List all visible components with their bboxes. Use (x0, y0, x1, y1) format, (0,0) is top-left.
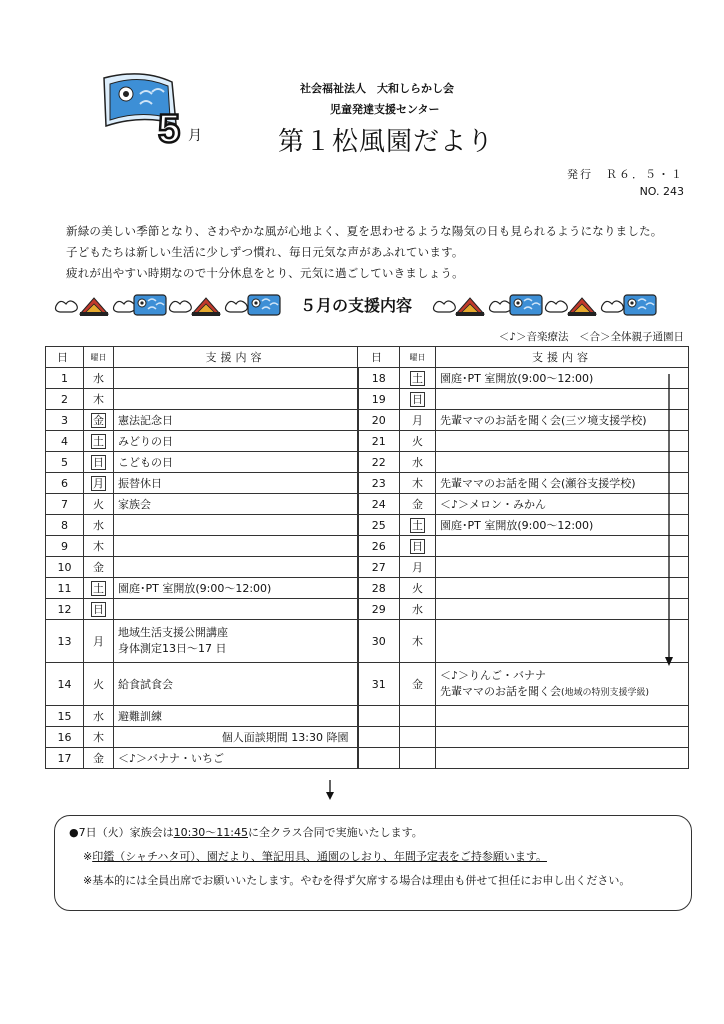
content-cell: ＜♪＞りんご・バナナ 先輩ママのお話を聞く会(地域の特別支援学級) (436, 663, 689, 706)
content-cell: 先輩ママのお話を聞く会(三ツ境支援学校) (436, 410, 689, 431)
weekday-cell: 火 (400, 578, 436, 599)
content-cell: 園庭･PT 室開放(9:00～12:00) (114, 578, 358, 599)
schedule-table (45, 346, 689, 769)
day-cell: 1 (46, 368, 84, 389)
weekday-cell: 水 (84, 368, 114, 389)
content-cell: 園庭･PT 室開放(9:00～12:00) (436, 515, 689, 536)
weekday-cell: 水 (84, 706, 114, 727)
table-row (46, 431, 689, 452)
weekday-cell: 火 (84, 494, 114, 515)
month-number: 5 (158, 107, 181, 148)
table-row (46, 727, 689, 748)
koinobori-icon (624, 295, 656, 315)
weekday-cell: 火 (84, 663, 114, 706)
day-cell: 4 (46, 431, 84, 452)
content-cell (114, 557, 358, 578)
intro-line: 子どもたちは新しい生活に少しずつ慣れ、毎日元気な声があふれています。 (66, 245, 464, 259)
day-cell: 12 (46, 599, 84, 620)
weekday-cell: 金 (84, 410, 114, 431)
day-cell: 10 (46, 557, 84, 578)
content-cell (114, 536, 358, 557)
day-cell: 22 (358, 452, 400, 473)
kabuto-icon (568, 298, 596, 316)
weekday-cell: 日 (84, 599, 114, 620)
table-row (46, 599, 689, 620)
weekday-cell: 火 (400, 431, 436, 452)
day-cell: 18 (358, 368, 400, 389)
weekday-cell: 木 (400, 473, 436, 494)
day-cell: 19 (358, 389, 400, 410)
cloud-icon (170, 301, 192, 312)
month-suffix: 月 (188, 128, 202, 144)
day-cell: 17 (46, 748, 84, 769)
day-cell: 20 (358, 410, 400, 431)
content-cell (436, 536, 689, 557)
weekday-cell: 月 (84, 473, 114, 494)
content-cell: ＜♪＞バナナ・いちご (114, 748, 358, 769)
koinobori-icon (510, 295, 542, 315)
day-cell: 25 (358, 515, 400, 536)
table-row (46, 706, 689, 727)
content-cell (436, 557, 689, 578)
content-cell: 家族会 (114, 494, 358, 515)
down-arrow-icon (325, 780, 335, 800)
content-cell (114, 599, 358, 620)
cloud-icon (490, 301, 512, 312)
weekday-cell: 日 (400, 389, 436, 410)
content-cell: こどもの日 (114, 452, 358, 473)
weekday-cell: 木 (84, 727, 114, 748)
day-cell: 21 (358, 431, 400, 452)
weekday-cell: 木 (84, 536, 114, 557)
day-cell: 6 (46, 473, 84, 494)
table-row (46, 452, 689, 473)
weekday-cell: 土 (84, 431, 114, 452)
notice-box (54, 815, 692, 911)
intro-line: 疲れが出やすい時期なので十分休息をとり、元気に過ごしていきましょう。 (66, 266, 464, 280)
notice-line: ※基本的には全員出席でお願いいたします。やむを得ず欠席する場合は理由も併せて担任にお申し出ください。 (83, 874, 631, 887)
header-weekday: 曜日 (84, 347, 114, 368)
weekday-cell: 水 (400, 452, 436, 473)
day-cell: 14 (46, 663, 84, 706)
day-cell: 8 (46, 515, 84, 536)
weekday-cell: 水 (84, 515, 114, 536)
intro-line: 新緑の美しい季節となり、さわやかな風が心地よく、夏を思わせるような陽気の日も見られるようになりました。 (66, 224, 663, 238)
day-cell: 9 (46, 536, 84, 557)
kabuto-icon (192, 298, 220, 316)
weekday-cell: 月 (400, 410, 436, 431)
down-arrow-icon (664, 374, 674, 666)
day-cell: 2 (46, 389, 84, 410)
day-cell: 15 (46, 706, 84, 727)
cloud-icon (56, 301, 78, 312)
table-row (46, 557, 689, 578)
weekday-cell: 日 (84, 452, 114, 473)
kabuto-icon (456, 298, 484, 316)
legend: ＜♪＞音楽療法 ＜合＞全体親子通園日 (498, 331, 684, 343)
day-cell: 11 (46, 578, 84, 599)
newsletter-title: 第１松風園だより (278, 127, 495, 157)
weekday-cell: 金 (84, 557, 114, 578)
cloud-icon (434, 301, 456, 312)
table-row (46, 620, 689, 663)
table-row (46, 473, 689, 494)
day-cell: 23 (358, 473, 400, 494)
day-cell: 30 (358, 620, 400, 663)
day-cell: 31 (358, 663, 400, 706)
weekday-cell: 木 (84, 389, 114, 410)
day-cell: 26 (358, 536, 400, 557)
cloud-icon (546, 301, 568, 312)
day-cell: 16 (46, 727, 84, 748)
day-cell: 5 (46, 452, 84, 473)
weekday-cell: 金 (400, 663, 436, 706)
day-cell: 3 (46, 410, 84, 431)
weekday-cell: 日 (400, 536, 436, 557)
header-content: 支援内容 (436, 347, 689, 368)
content-cell: ＜♪＞メロン・みかん (436, 494, 689, 515)
weekday-cell: 土 (84, 578, 114, 599)
content-cell (436, 389, 689, 410)
weekday-cell: 金 (84, 748, 114, 769)
content-cell: みどりの日 (114, 431, 358, 452)
weekday-cell: 水 (400, 599, 436, 620)
weekday-cell: 月 (400, 557, 436, 578)
cloud-icon (226, 301, 248, 312)
center-name: 児童発達支援センター (330, 103, 440, 116)
content-cell (436, 578, 689, 599)
issue-number: NO. 243 (639, 185, 684, 198)
content-cell: 給食試食会 (114, 663, 358, 706)
table-row (46, 748, 689, 769)
cloud-icon (114, 301, 136, 312)
day-cell: 29 (358, 599, 400, 620)
notice-line: ●7日（火）家族会は10:30～11:45に全クラス合同で実施いたします。 (69, 826, 423, 839)
content-cell (436, 599, 689, 620)
content-cell (114, 515, 358, 536)
koinobori-icon (134, 295, 166, 315)
day-cell: 13 (46, 620, 84, 663)
content-cell: 先輩ママのお話を聞く会(瀬谷支援学校) (436, 473, 689, 494)
table-row (46, 368, 689, 389)
table-row (46, 515, 689, 536)
weekday-cell: 金 (400, 494, 436, 515)
notice-line: ※印鑑（シャチハタ可）、園だより、筆記用具、通園のしおり、年間予定表をご持参願います。 (83, 850, 547, 863)
header-weekday: 曜日 (400, 347, 436, 368)
organization-name: 社会福祉法人 大和しらかし会 (300, 82, 454, 95)
day-cell: 24 (358, 494, 400, 515)
day-cell: 27 (358, 557, 400, 578)
table-row (46, 494, 689, 515)
table-header-row (46, 347, 689, 368)
content-cell: 園庭･PT 室開放(9:00～12:00) (436, 368, 689, 389)
content-cell: 地域生活支援公開講座 身体測定13日～17 日 (114, 620, 358, 663)
day-cell: 7 (46, 494, 84, 515)
header-day: 日 (46, 347, 84, 368)
content-cell (114, 368, 358, 389)
weekday-cell: 土 (400, 515, 436, 536)
table-row (46, 663, 689, 706)
content-cell (436, 620, 689, 663)
weekday-cell: 木 (400, 620, 436, 663)
weekday-cell: 土 (400, 368, 436, 389)
cloud-icon (602, 301, 624, 312)
issue-date: 発行 Ｒ６．５・１ (567, 168, 684, 181)
content-cell: 避難訓練 (114, 706, 358, 727)
weekday-cell: 月 (84, 620, 114, 663)
day-cell: 28 (358, 578, 400, 599)
content-cell: 憲法記念日 (114, 410, 358, 431)
table-row (46, 578, 689, 599)
kabuto-icon (80, 298, 108, 316)
content-cell (114, 389, 358, 410)
table-row (46, 389, 689, 410)
content-cell (436, 431, 689, 452)
carp-streamer-illustration (92, 64, 222, 148)
header-content: 支援内容 (114, 347, 358, 368)
table-row (46, 536, 689, 557)
schedule-heading: ５月の支援内容 (296, 293, 416, 316)
content-cell (436, 452, 689, 473)
header-day: 日 (358, 347, 400, 368)
content-cell: 個人面談期間 13:30 降園 (114, 727, 358, 748)
koinobori-icon (248, 295, 280, 315)
table-row (46, 410, 689, 431)
content-cell: 振替休日 (114, 473, 358, 494)
